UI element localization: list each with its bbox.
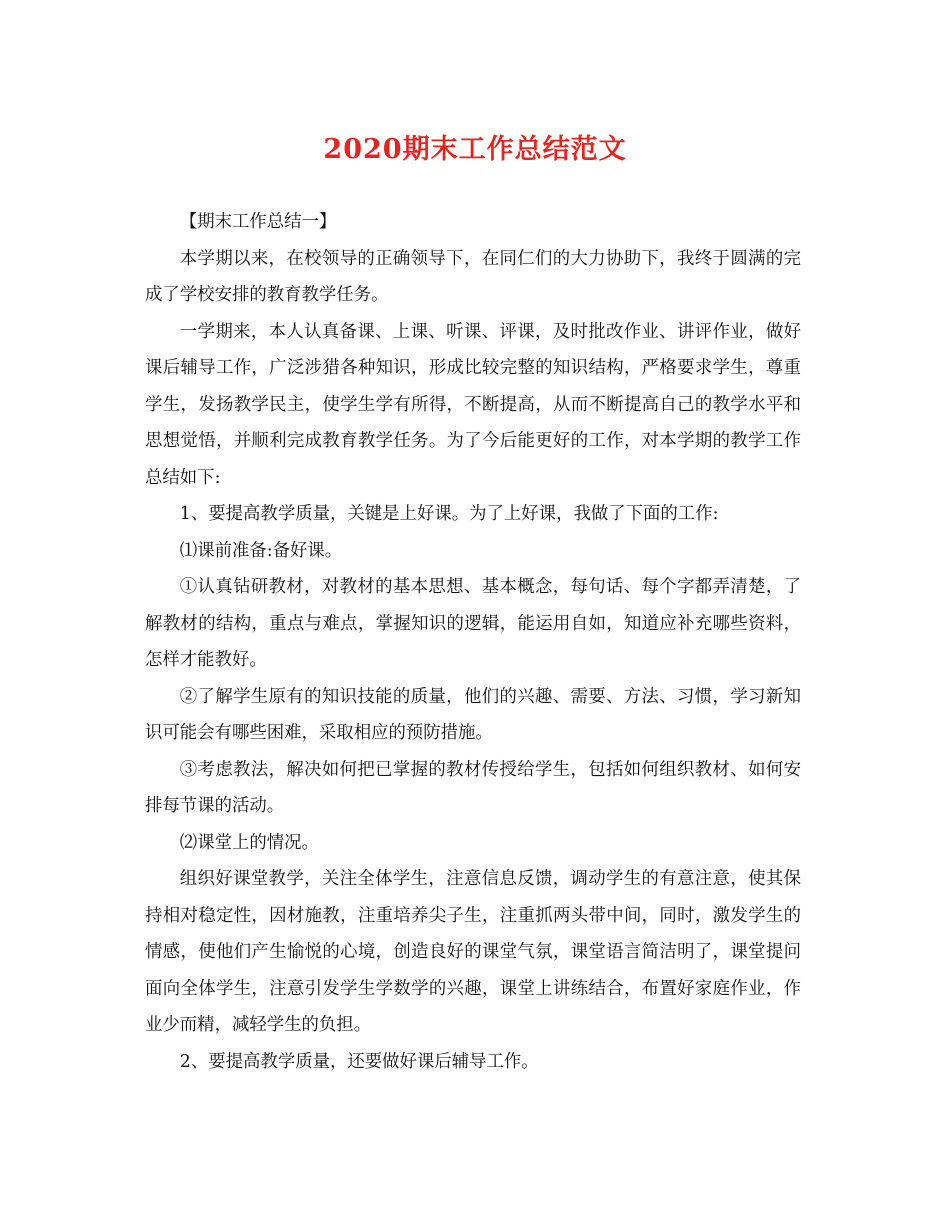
paragraph: ⑵课堂上的情况。 [179, 832, 319, 853]
paragraph: ⑴课前准备:备好课。 [179, 540, 343, 561]
paragraph: ①认真钻研教材，对教材的基本思想、基本概念，每句话、每个字都弄清楚，了解教材的结构，重点与难点，掌握知识的逻辑，能运用自如，知道应补充哪些资料，怎样才能教好。 [145, 577, 801, 670]
paragraph: 组织好课堂教学，关注全体学生，注意信息反馈，调动学生的有意注意，使其保持相对稳定性，因材施教，注重培养尖子生，注重抓两头带中间，同时，激发学生的情感，使他们产生愉悦的心境，创造良好的课堂气氛，课堂语言简洁明了，课堂提问面向全体学生，注意引发学生学数学的兴趣，课堂上讲练结合，布置好家庭作业，作业少而精，减轻学生的负担。 [145, 869, 801, 1035]
paragraph: 本学期以来，在校领导的正确领导下，在同仁们的大力协助下，我终于圆满的完成了学校安排的教育教学任务。 [145, 248, 801, 305]
paragraph: ③考虑教法，解决如何把已掌握的教材传授给学生，包括如何组织教材、如何安排每节课的活动。 [145, 759, 801, 816]
paragraph: 一学期来，本人认真备课、上课、听课、评课，及时批改作业、讲评作业，做好课后辅导工作，广泛涉猎各种知识，形成比较完整的知识结构，严格要求学生，尊重学生，发扬教学民主，使学生学有所得，不断提高，从而不断提高自己的教学水平和思想觉悟，并顺利完成教育教学任务。为了今后能更好的工作，对本学期的教学工作总结如下: [145, 321, 801, 488]
paragraph: 1、要提高教学质量，关键是上好课。为了上好课，我做了下面的工作: [179, 504, 719, 524]
document-body [145, 204, 801, 1080]
paragraph: ②了解学生原有的知识技能的质量，他们的兴趣、需要、方法、习惯，学习新知识可能会有哪些困难，采取相应的预防措施。 [145, 686, 801, 743]
paragraph: 2、要提高教学质量，还要做好课后辅导工作。 [179, 1051, 539, 1072]
document-title: 2020期末工作总结范文 [323, 134, 627, 165]
section-heading: 【期末工作总结一】 [179, 212, 337, 232]
